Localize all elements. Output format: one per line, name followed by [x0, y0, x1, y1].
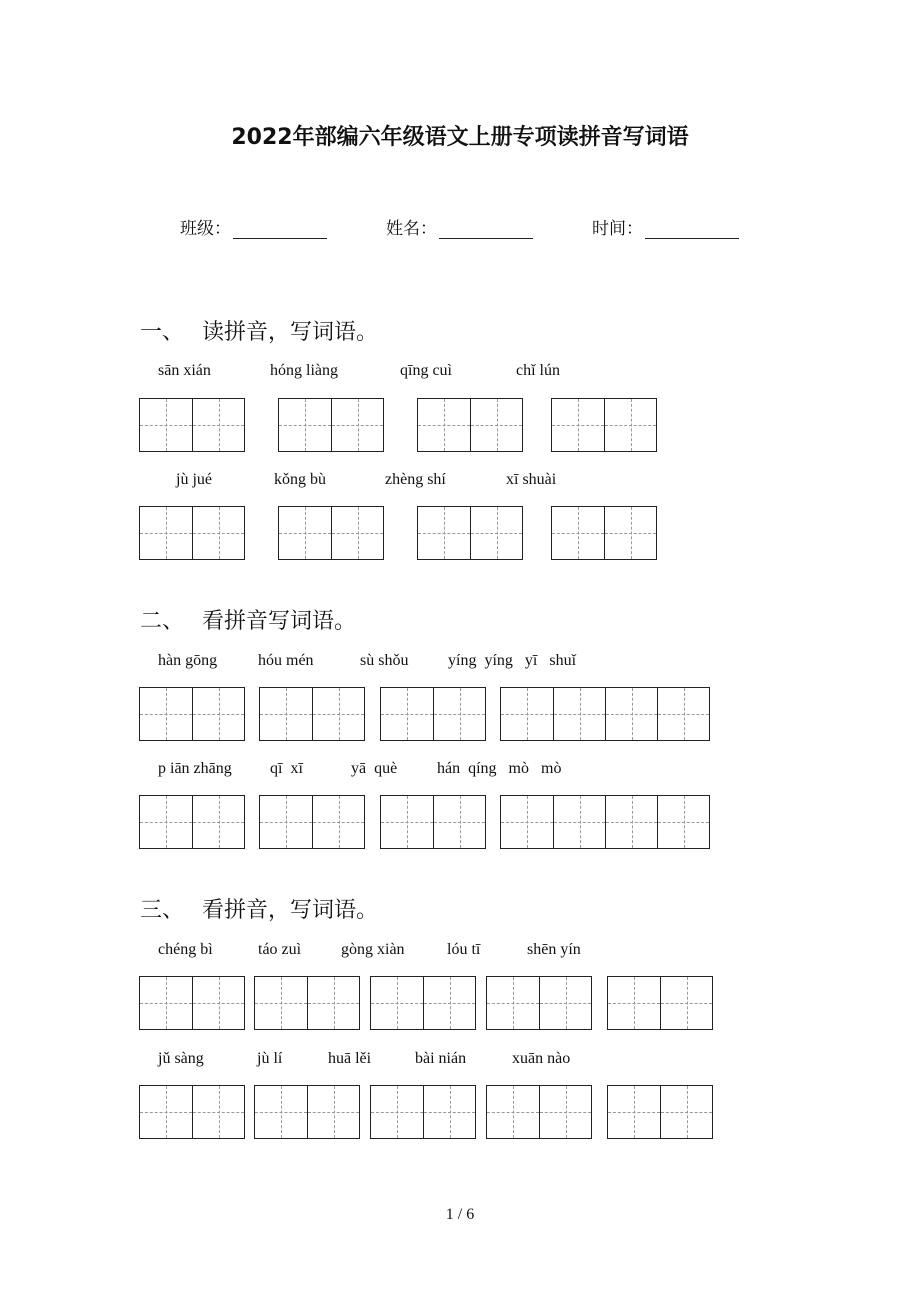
- writing-cell[interactable]: [433, 796, 485, 848]
- writing-cell[interactable]: [418, 399, 470, 451]
- section-2-title: 看拼音写词语。: [202, 609, 357, 634]
- writing-cell[interactable]: [312, 688, 364, 740]
- writing-grid[interactable]: [370, 976, 476, 1030]
- writing-cell[interactable]: [192, 399, 244, 451]
- writing-cell[interactable]: [605, 796, 657, 848]
- class-label: 班级：: [180, 219, 231, 239]
- writing-cell[interactable]: [371, 1086, 423, 1138]
- writing-cell[interactable]: [604, 399, 656, 451]
- pinyin-label: xī shuài: [506, 471, 557, 488]
- pinyin-label: zhèng shí: [385, 471, 446, 488]
- class-blank[interactable]: [233, 220, 327, 239]
- writing-cell[interactable]: [423, 977, 475, 1029]
- writing-cell[interactable]: [192, 796, 244, 848]
- pinyin-label: bài nián: [415, 1050, 467, 1067]
- time-blank[interactable]: [645, 220, 739, 239]
- writing-grid[interactable]: [259, 687, 365, 741]
- writing-cell[interactable]: [657, 796, 709, 848]
- writing-cell[interactable]: [605, 688, 657, 740]
- writing-cell[interactable]: [433, 688, 485, 740]
- writing-cell[interactable]: [331, 399, 383, 451]
- writing-cell[interactable]: [553, 796, 605, 848]
- section-1-number: 一、: [140, 320, 185, 345]
- writing-grid[interactable]: [139, 795, 245, 849]
- writing-cell[interactable]: [140, 1086, 192, 1138]
- pinyin-label: p iān zhāng: [158, 760, 232, 777]
- writing-cell[interactable]: [255, 977, 307, 1029]
- writing-cell[interactable]: [470, 507, 522, 559]
- pinyin-label: chǐ lún: [516, 362, 560, 379]
- writing-grid[interactable]: [417, 398, 523, 452]
- pinyin-label: kǒng bù: [274, 471, 326, 488]
- writing-grid[interactable]: [607, 1085, 713, 1139]
- section-1-heading: [140, 315, 378, 346]
- page-title: 2022年部编六年级语文上册专项读拼音写词语: [231, 125, 689, 150]
- pinyin-label: chéng bì: [158, 941, 213, 958]
- writing-cell[interactable]: [539, 1086, 591, 1138]
- writing-cell[interactable]: [660, 1086, 712, 1138]
- section-3-number: 三、: [140, 898, 185, 923]
- writing-cell[interactable]: [140, 977, 192, 1029]
- writing-grid[interactable]: [370, 1085, 476, 1139]
- writing-grid[interactable]: [139, 687, 245, 741]
- writing-grid[interactable]: [139, 1085, 245, 1139]
- pinyin-label: huā lěi: [328, 1050, 372, 1067]
- page-number: 1 / 6: [445, 1206, 475, 1223]
- writing-cell[interactable]: [140, 507, 192, 559]
- pinyin-label: hàn gōng: [158, 652, 218, 669]
- writing-grid[interactable]: [278, 506, 384, 560]
- pinyin-label: hóng liàng: [270, 362, 338, 379]
- writing-cell[interactable]: [660, 977, 712, 1029]
- writing-grid[interactable]: [486, 1085, 592, 1139]
- writing-cell[interactable]: [255, 1086, 307, 1138]
- writing-grid[interactable]: [259, 795, 365, 849]
- pinyin-label: qī xī: [270, 760, 303, 777]
- pinyin-label: lóu tī: [447, 941, 481, 958]
- writing-grid[interactable]: [551, 398, 657, 452]
- writing-grid[interactable]: [254, 976, 360, 1030]
- writing-cell[interactable]: [553, 688, 605, 740]
- writing-grid[interactable]: [139, 398, 245, 452]
- writing-cell[interactable]: [604, 507, 656, 559]
- pinyin-label: táo zuì: [258, 941, 302, 958]
- writing-cell[interactable]: [192, 507, 244, 559]
- writing-cell[interactable]: [608, 977, 660, 1029]
- writing-cell[interactable]: [312, 796, 364, 848]
- writing-cell[interactable]: [552, 507, 604, 559]
- writing-cell[interactable]: [279, 399, 331, 451]
- writing-cell[interactable]: [470, 399, 522, 451]
- pinyin-label: xuān nào: [512, 1050, 571, 1067]
- writing-grid[interactable]: [380, 687, 486, 741]
- section-2-heading: [140, 604, 356, 635]
- writing-cell[interactable]: [140, 688, 192, 740]
- writing-cell[interactable]: [192, 1086, 244, 1138]
- writing-cell[interactable]: [501, 688, 553, 740]
- writing-cell[interactable]: [539, 977, 591, 1029]
- writing-grid[interactable]: [380, 795, 486, 849]
- pinyin-label: gòng xiàn: [341, 941, 405, 958]
- name-field[interactable]: [386, 214, 533, 239]
- pinyin-label: hán qíng mò mò: [437, 760, 562, 777]
- section-2-number: 二、: [140, 609, 185, 634]
- writing-grid[interactable]: [551, 506, 657, 560]
- writing-cell[interactable]: [331, 507, 383, 559]
- pinyin-label: shēn yín: [527, 941, 581, 958]
- class-field[interactable]: [180, 214, 327, 239]
- writing-cell[interactable]: [192, 977, 244, 1029]
- pinyin-label: jǔ sàng: [158, 1050, 204, 1067]
- writing-cell[interactable]: [140, 399, 192, 451]
- writing-grid[interactable]: [139, 506, 245, 560]
- pinyin-label: hóu mén: [258, 652, 314, 669]
- writing-grid[interactable]: [254, 1085, 360, 1139]
- writing-cell[interactable]: [192, 688, 244, 740]
- time-label: 时间：: [592, 219, 643, 239]
- pinyin-label: sān xián: [158, 362, 211, 379]
- writing-cell[interactable]: [423, 1086, 475, 1138]
- writing-grid[interactable]: [500, 795, 710, 849]
- writing-cell[interactable]: [552, 399, 604, 451]
- writing-cell[interactable]: [260, 796, 312, 848]
- name-label: 姓名：: [386, 219, 437, 239]
- writing-grid[interactable]: [417, 506, 523, 560]
- writing-grid[interactable]: [486, 976, 592, 1030]
- writing-cell[interactable]: [501, 796, 553, 848]
- time-field[interactable]: [592, 214, 739, 239]
- section-1-title: 读拼音，写词语。: [202, 320, 379, 345]
- writing-cell[interactable]: [487, 977, 539, 1029]
- writing-cell[interactable]: [371, 977, 423, 1029]
- writing-cell[interactable]: [487, 1086, 539, 1138]
- writing-cell[interactable]: [140, 796, 192, 848]
- writing-cell[interactable]: [307, 977, 359, 1029]
- writing-grid[interactable]: [278, 398, 384, 452]
- writing-grid[interactable]: [139, 976, 245, 1030]
- pinyin-label: yā què: [351, 760, 398, 777]
- writing-cell[interactable]: [657, 688, 709, 740]
- writing-cell[interactable]: [608, 1086, 660, 1138]
- writing-grid[interactable]: [500, 687, 710, 741]
- section-3-heading: [140, 893, 378, 924]
- pinyin-label: jù jué: [176, 471, 212, 488]
- writing-cell[interactable]: [418, 507, 470, 559]
- writing-cell[interactable]: [381, 796, 433, 848]
- writing-grid[interactable]: [607, 976, 713, 1030]
- section-3-title: 看拼音，写词语。: [202, 898, 379, 923]
- pinyin-label: jù lí: [257, 1050, 283, 1067]
- writing-cell[interactable]: [307, 1086, 359, 1138]
- pinyin-label: qīng cuì: [400, 362, 452, 379]
- pinyin-label: sù shǒu: [360, 652, 409, 669]
- name-blank[interactable]: [439, 220, 533, 239]
- writing-cell[interactable]: [381, 688, 433, 740]
- writing-cell[interactable]: [260, 688, 312, 740]
- pinyin-label: yíng yíng yī shuǐ: [448, 652, 577, 669]
- writing-cell[interactable]: [279, 507, 331, 559]
